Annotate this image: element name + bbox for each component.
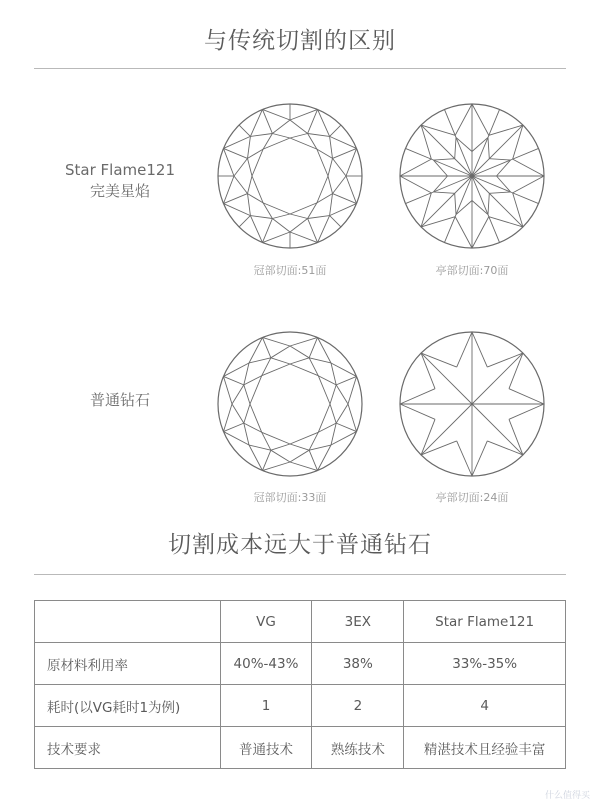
star-crown-caption: 冠部切面:51面 [253, 264, 327, 277]
table-header-cell: 3EX [312, 601, 404, 643]
normal-crown-caption: 冠部切面:33面 [253, 491, 327, 504]
normal-diamond-label: 普通钻石 [89, 391, 150, 409]
star-pavilion-diagram [398, 102, 546, 250]
star-flame-name-cn: 完美星焰 [89, 182, 150, 200]
watermark: 什么值得买 [544, 791, 590, 801]
section-title-difference: 与传统切割的区别 [204, 28, 396, 54]
comparison-table [34, 600, 566, 769]
star-flame-label [40, 160, 200, 202]
table-row-label: 原材料利用率 [35, 643, 221, 685]
divider-top [34, 68, 566, 69]
table-cell: 4 [404, 685, 566, 727]
star-pavilion-caption: 亭部切面:70面 [435, 264, 509, 277]
divider-middle [34, 574, 566, 575]
normal-pavilion-diagram [398, 330, 546, 478]
table-header-row [35, 601, 566, 643]
table-row-label: 技术要求 [35, 727, 221, 769]
table-cell: 33%-35% [404, 643, 566, 685]
normal-crown-diagram [216, 330, 364, 478]
table-cell: 40%-43% [220, 643, 312, 685]
table-row [35, 685, 566, 727]
table-cell: 2 [312, 685, 404, 727]
table-header-cell: VG [220, 601, 312, 643]
table-cell: 熟练技术 [312, 727, 404, 769]
star-flame-name: Star Flame121 [65, 161, 175, 179]
table-row-label: 耗时(以VG耗时1为例) [35, 685, 221, 727]
table-cell: 普通技术 [220, 727, 312, 769]
table-row [35, 727, 566, 769]
table-header-cell: Star Flame121 [404, 601, 566, 643]
normal-pavilion-caption: 亭部切面:24面 [435, 491, 509, 504]
table-cell: 精湛技术且经验丰富 [404, 727, 566, 769]
section-title-cost: 切割成本远大于普通钻石 [168, 532, 432, 558]
table-cell: 1 [220, 685, 312, 727]
table-cell: 38% [312, 643, 404, 685]
table-header-cell [35, 601, 221, 643]
table-row [35, 643, 566, 685]
star-crown-diagram [216, 102, 364, 250]
